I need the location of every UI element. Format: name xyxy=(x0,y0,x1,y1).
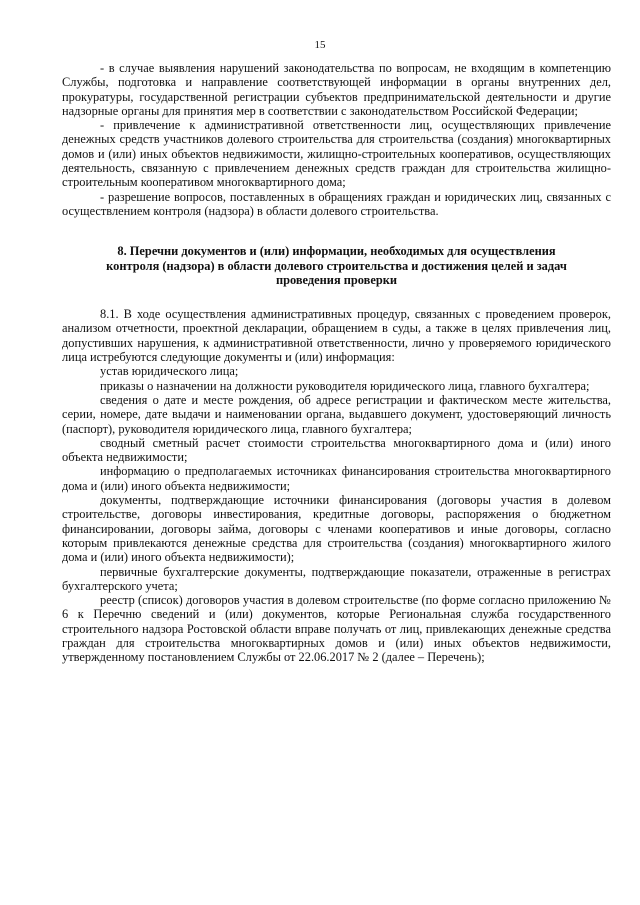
list-item: устав юридического лица; xyxy=(100,364,239,379)
section-heading: 8. Перечни документов и (или) информации, необходимых для осуществления контроля (надзора) в области долевого строительства и достижения целей и задач проведения проверки xyxy=(106,244,567,287)
paragraph: - привлечение к административной ответственности лиц, осуществляющих привлечение денежных средств участников долевого строительства для строительства (создания) многоквартирных домов и (или) иных объектов недвижимости, жилищно-строительных кооперативов, осуществляющих деятельность, связанную с привлечением денежных средств граждан для строительства жилищно-строительным кооперативом многоквартирного дома; xyxy=(62,118,611,190)
list-item: сводный сметный расчет стоимости строительства многоквартирного дома и (или) иного объекта недвижимости; xyxy=(62,435,611,465)
list-item: приказы о назначении на должности руководителя юридического лица, главного бухгалтера; xyxy=(100,378,590,393)
list-item: первичные бухгалтерские документы, подтверждающие показатели, отраженные в регистрах бухгалтерского учета; xyxy=(62,564,611,593)
list-item: информацию о предполагаемых источниках финансирования строительства многоквартирного дома и (или) иного объекта недвижимости; xyxy=(62,464,611,493)
page-number: 15 xyxy=(314,39,326,51)
paragraph: - разрешение вопросов, поставленных в обращениях граждан и юридических лиц, связанных с осуществлением контроля (надзора) в области долевого строительства. xyxy=(62,189,611,218)
page-content xyxy=(62,61,611,665)
list-item: сведения о дате и месте рождения, об адресе регистрации и фактическом месте жительства, серии, номере, дате выдачи и наименовании органа, выдавшего документ, удостоверяющий личность (паспорт), руководителя юридического лица, главного бухгалтера; xyxy=(62,392,611,436)
paragraph: - в случае выявления нарушений законодательства по вопросам, не входящим в компетенцию Службы, подготовка и направление соответствующей информации в органы внутренних дел, прокуратуры, государственной регистрации субъектов предпринимательской деятельности и другие надзорные органы для принятия мер в соответствии с законодательством Российской Федерации; xyxy=(62,61,611,118)
list-item: документы, подтверждающие источники финансирования (договоры участия в долевом строительстве, договоры инвестирования, кредитные договоры, распоряжения о бюджетном финансировании, договоры займа, договоры с членами кооперативов и иные договоры, согласно которым привлекаются денежные средства для строительства (создания) многоквартирного жилого дома и (или) иного объекта недвижимости); xyxy=(62,493,611,565)
list-item: реестр (список) договоров участия в долевом строительстве (по форме согласно приложению № 6 к Перечню сведений и (или) документов, которые Региональная служба государственного строительного надзора Ростовской области вправе получать от лиц, привлекающих денежные средства граждан для строительства многоквартирных домов и (или) иных объектов недвижимости, утвержденному постановлением Службы от 22.06.2017 № 2 (далее – Перечень); xyxy=(62,593,611,665)
paragraph: 8.1. В ходе осуществления административных процедур, связанных с проведением проверок, анализом отчетности, проектной декларации, обращением в суды, а также в целях привлечения лиц, допустивших нарушения, к административной ответственности, лично у проверяемого юридического лица истребуются следующие документы и (или) информация: xyxy=(62,307,611,365)
